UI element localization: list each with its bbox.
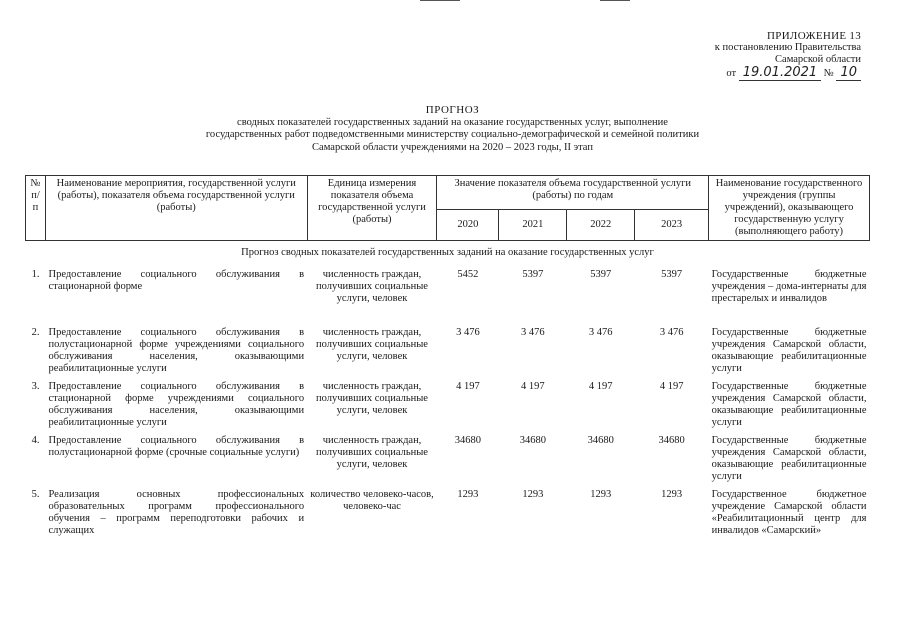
row-value-2021: 3 476 bbox=[521, 327, 545, 338]
row-name: Предоставление социального обслуживания в полустационарной форме учреждениями социального обслуживания населения, оказывающими реабилитационные услуги bbox=[48, 327, 305, 374]
row-num: 3. bbox=[31, 381, 40, 392]
row-institution: Государственные бюджетные учреждения Самарской области, оказывающие реабилитационные услуги bbox=[711, 435, 867, 482]
row-num: 5. bbox=[31, 489, 40, 500]
row-value-2020: 3 476 bbox=[456, 327, 480, 338]
row-value-2022: 5397 bbox=[590, 269, 612, 280]
heading-line1: сводных показателей государственных заданий на оказание государственных услуг, выполнение bbox=[237, 116, 668, 128]
row-name: Реализация основных профессиональных образовательных программ профессионального обучения – программ переподготовки рабочих и служащих bbox=[48, 489, 305, 536]
number-prefix: № bbox=[823, 68, 834, 79]
row-value-2022: 34680 bbox=[587, 435, 614, 446]
date-prefix: от bbox=[726, 68, 737, 79]
header-year-2021: 2021 bbox=[499, 210, 567, 241]
row-value-2020: 4 197 bbox=[456, 381, 480, 392]
heading-line2: государственных работ подведомственными министерству социально-демографической и семейной политики bbox=[205, 129, 700, 140]
row-unit: количество человеко-часов, человеко-час bbox=[310, 489, 434, 512]
row-name: Предоставление социального обслуживания в стационарной форме учреждениями социального обслуживания населения, оказывающими реабилитационные услуги bbox=[48, 381, 305, 428]
row-institution: Государственное бюджетное учреждение Самарской области «Реабилитационный центр для инвалидов «Самарский» bbox=[711, 489, 867, 536]
header-name: Наименование мероприятия, государственной услуги (работы), показателя объема государственной услуги (работы) bbox=[45, 176, 307, 241]
row-value-2023: 1293 bbox=[661, 489, 683, 500]
appendix-date-line bbox=[661, 67, 861, 80]
row-name: Предоставление социального обслуживания в полустационарной форме (срочные социальные услуги) bbox=[48, 435, 305, 458]
appendix-line1: к постановлению Правительства bbox=[714, 42, 861, 53]
row-num: 4. bbox=[31, 435, 40, 446]
row-value-2020: 1293 bbox=[457, 489, 479, 500]
heading-line3: Самарской области учреждениями на 2020 – 2023 годы, II этап bbox=[312, 141, 593, 153]
row-value-2020: 34680 bbox=[454, 435, 482, 446]
scan-mark bbox=[600, 0, 630, 1]
header-num: № п/п bbox=[26, 176, 46, 241]
forecast-table bbox=[25, 175, 870, 539]
appendix-title: ПРИЛОЖЕНИЕ 13 bbox=[767, 30, 861, 42]
table-row bbox=[26, 265, 870, 327]
header-year-2022: 2022 bbox=[567, 210, 635, 241]
row-institution: Государственные бюджетные учреждения Самарской области, оказывающие реабилитационные услуги bbox=[711, 327, 867, 374]
header-year-2023: 2023 bbox=[635, 210, 709, 241]
header-row bbox=[26, 176, 870, 210]
row-value-2021: 4 197 bbox=[521, 381, 545, 392]
row-institution: Государственные бюджетные учреждения – дома-интернаты для престарелых и инвалидов bbox=[711, 269, 867, 304]
section-row bbox=[26, 241, 870, 266]
header-institution: Наименование государственного учреждения (группы учреждений), оказывающего государственную услугу (выполняющего работу) bbox=[709, 176, 870, 241]
table-row bbox=[26, 435, 870, 489]
handwritten-date: 19.01.2021 bbox=[739, 65, 821, 81]
row-num: 1. bbox=[31, 269, 40, 280]
table-row bbox=[26, 489, 870, 539]
handwritten-number: 10 bbox=[836, 65, 861, 81]
row-value-2020: 5452 bbox=[457, 269, 479, 280]
row-unit: численность граждан, получивших социальные услуги, человек bbox=[316, 381, 428, 416]
table-row bbox=[26, 381, 870, 435]
row-value-2023: 34680 bbox=[658, 435, 685, 446]
scan-mark bbox=[420, 0, 460, 1]
document-heading bbox=[0, 104, 905, 154]
section-title: Прогноз сводных показателей государственных заданий на оказание государственных услуг bbox=[241, 247, 654, 258]
table-row bbox=[26, 327, 870, 381]
header-unit: Единица измерения показателя объема государственной услуги (работы) bbox=[307, 176, 437, 241]
appendix-block bbox=[661, 30, 861, 80]
row-value-2022: 3 476 bbox=[588, 327, 613, 338]
row-value-2021: 34680 bbox=[519, 435, 546, 446]
row-unit: численность граждан, получивших социальные услуги, человек bbox=[316, 327, 428, 362]
row-value-2023: 3 476 bbox=[659, 327, 684, 338]
row-value-2021: 1293 bbox=[522, 489, 544, 500]
row-unit: численность граждан, получивших социальные услуги, человек bbox=[316, 435, 428, 470]
row-num: 2. bbox=[31, 327, 40, 338]
heading-title: ПРОГНОЗ bbox=[425, 104, 480, 116]
row-value-2022: 4 197 bbox=[588, 381, 613, 392]
row-unit: численность граждан, получивших социальные услуги, человек bbox=[316, 269, 428, 304]
header-values: Значение показателя объема государственной услуги (работы) по годам bbox=[437, 176, 709, 210]
row-value-2023: 5397 bbox=[661, 269, 683, 280]
row-value-2022: 1293 bbox=[590, 489, 612, 500]
row-institution: Государственные бюджетные учреждения Самарской области, оказывающие реабилитационные услуги bbox=[711, 381, 867, 428]
row-value-2021: 5397 bbox=[522, 269, 544, 280]
row-value-2023: 4 197 bbox=[659, 381, 684, 392]
row-name: Предоставление социального обслуживания в стационарной форме bbox=[48, 269, 305, 292]
appendix-line2: Самарской области bbox=[775, 54, 861, 65]
header-year-2020: 2020 bbox=[437, 210, 499, 241]
